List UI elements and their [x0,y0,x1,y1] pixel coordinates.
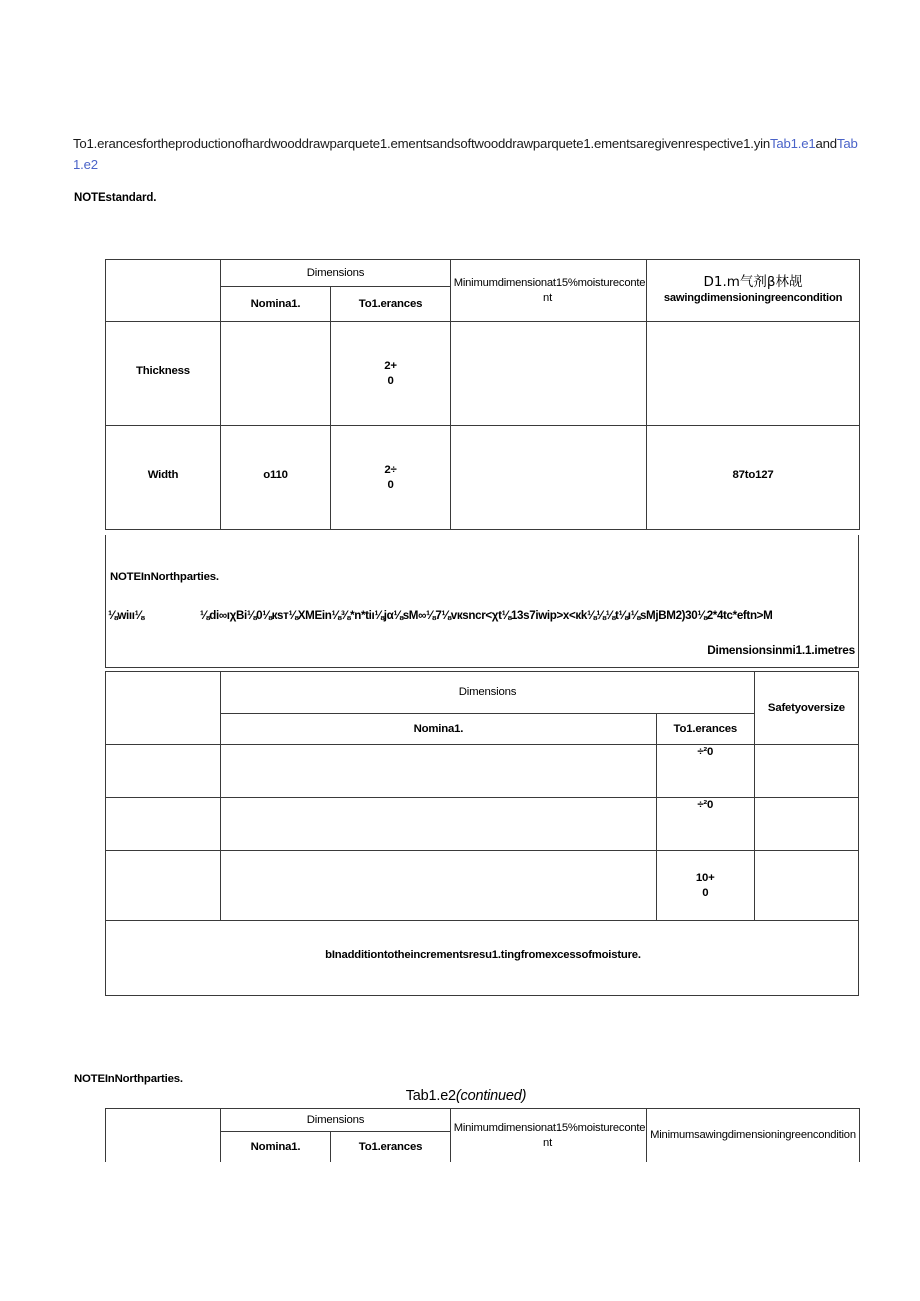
cell-nominal-header [221,287,331,322]
link-table2[interactable]: Tab1.e2 [73,136,858,173]
min-dimension-label: Minimumdimensionat15%moisturecontent [453,276,646,304]
cell-dimensions-header [221,672,755,714]
table-row [106,426,860,530]
cell-tolerance [656,745,754,798]
table-softwood-tolerances [105,671,859,996]
table-row-header-top [106,260,860,287]
min-sawing-label: Minimumsawingdimensioningreencondition [650,1129,856,1141]
cell-nominal-header [221,714,657,745]
cell-tolerances-header [656,714,754,745]
cjk-garbled-text: D1.m气剂β林觇 [703,274,803,290]
table-row [106,745,859,798]
tolerance-upper: 10+ [695,871,715,884]
garbled-main-fragment: ⅛di∞ıχBi⅛0⅛кsт⅛XMEin⅛⅜*n*tiı⅛jα⅛sM∞⅛7⅛vкsncr<χt⅛13s7iwip>x<кk⅛⅛⅛t⅛ı⅛sMjBM2)30⅛2*4tc*eftn>M [199,609,773,622]
link-table1[interactable]: Tab1.e1 [769,136,816,152]
garbled-line [108,609,856,622]
cell-dimensions-header [221,260,451,287]
tolerance-lower: 0 [702,886,709,899]
cell-nominal [221,745,657,798]
intro-text-between: and [815,136,837,152]
note-north-parties-bottom: NOTEInNorthparties. [74,1073,183,1085]
dimensions-label: Dimensions [458,686,517,698]
table-caption-continued [0,1088,920,1104]
cell-safety-oversize [754,745,858,798]
table-row-header-top [106,1109,860,1132]
cell-tolerance [656,851,754,921]
cell-thickness-nominal [221,322,331,426]
tolerance-upper: 2+ [384,359,397,372]
row-label-width: Width [147,469,179,481]
cell-footnote [106,921,859,996]
width-nominal-value: o110 [263,469,288,481]
cell-thickness-tolerance [331,322,451,426]
tolerance-lower: 0 [387,374,394,387]
cell-row-label [106,798,221,851]
cell-safety-oversize-header [754,672,858,745]
cell-dimensions-header [221,1109,451,1132]
tolerance-value: ÷²0 [697,799,714,811]
cell-row-label [106,851,221,921]
cell-corner [106,672,221,745]
nominal-label: Nomina1. [250,1140,301,1153]
note-standard: NOTEstandard. [74,192,157,204]
row-label-thickness: Thickness [136,365,190,377]
dimensions-units-note: Dimensionsinmi1.1.imetres [707,643,855,657]
cell-width-nominal [221,426,331,530]
tolerances-label: To1.erances [358,1140,423,1153]
cell-width-tolerance [331,426,451,530]
min-dimension-label: Minimumdimensionat15%moisturecontent [453,1121,646,1149]
green-condition-label: sawingdimensioningreencondition [663,292,843,304]
cell-nominal [221,851,657,921]
safety-oversize-label: Safetyoversize [767,701,845,714]
cell-min-sawing-header [647,1109,860,1163]
cell-green-condition-header [647,260,860,322]
cell-row-label-width [106,426,221,530]
dimensions-label: Dimensions [306,266,365,279]
nominal-label: Nomina1. [250,297,301,310]
dimensions-label: Dimensions [306,1113,365,1126]
tolerance-value: ÷²0 [697,746,714,758]
table-row-footnote [106,921,859,996]
cell-thickness-min-dimension [451,322,647,426]
note-north-parties: NOTEInNorthparties. [110,571,219,583]
intro-paragraph [73,133,863,175]
caption-continued: (continued) [455,1088,527,1104]
tolerance-upper: 2÷ [384,463,397,476]
cell-thickness-green [647,322,860,426]
cell-safety-oversize [754,851,858,921]
table-row [106,851,859,921]
cell-width-min-dimension [451,426,647,530]
cell-nominal-header [221,1132,331,1163]
cell-nominal [221,798,657,851]
table-row [106,798,859,851]
tolerance-lower: 0 [387,478,394,491]
cell-row-label [106,745,221,798]
table-row-header-top [106,672,859,714]
footnote-text: bInadditiontotheincrementsresu1.tingfromexcessofmoisture. [325,949,641,961]
cell-tolerances-header [331,287,451,322]
cell-safety-oversize [754,798,858,851]
intro-text-before: To1.erancesfortheproductionofhardwooddrawparquete1.ementsandsoftwooddrawparquete1.ementsaregivenrespective1.yin [73,136,770,152]
cell-tolerance [656,798,754,851]
cell-row-label-thickness [106,322,221,426]
cell-min-dimension-header [451,1109,647,1163]
tolerances-label: To1.erances [358,297,423,310]
table-hardwood-tolerances [105,259,860,530]
tolerances-label: To1.erances [673,722,737,735]
cell-min-dimension-header [451,260,647,322]
table-continued-header [105,1108,860,1162]
caption-main: Tab1.e2 [405,1088,456,1104]
mid-note-block [105,535,859,668]
nominal-label: Nomina1. [413,722,464,735]
garbled-left-fragment: ⅛wiıı⅛ [108,609,144,622]
cell-tolerances-header [331,1132,451,1163]
cell-corner [106,1109,221,1163]
cell-corner [106,260,221,322]
width-green-value: 87to127 [732,469,774,481]
table-row [106,322,860,426]
cell-width-green [647,426,860,530]
